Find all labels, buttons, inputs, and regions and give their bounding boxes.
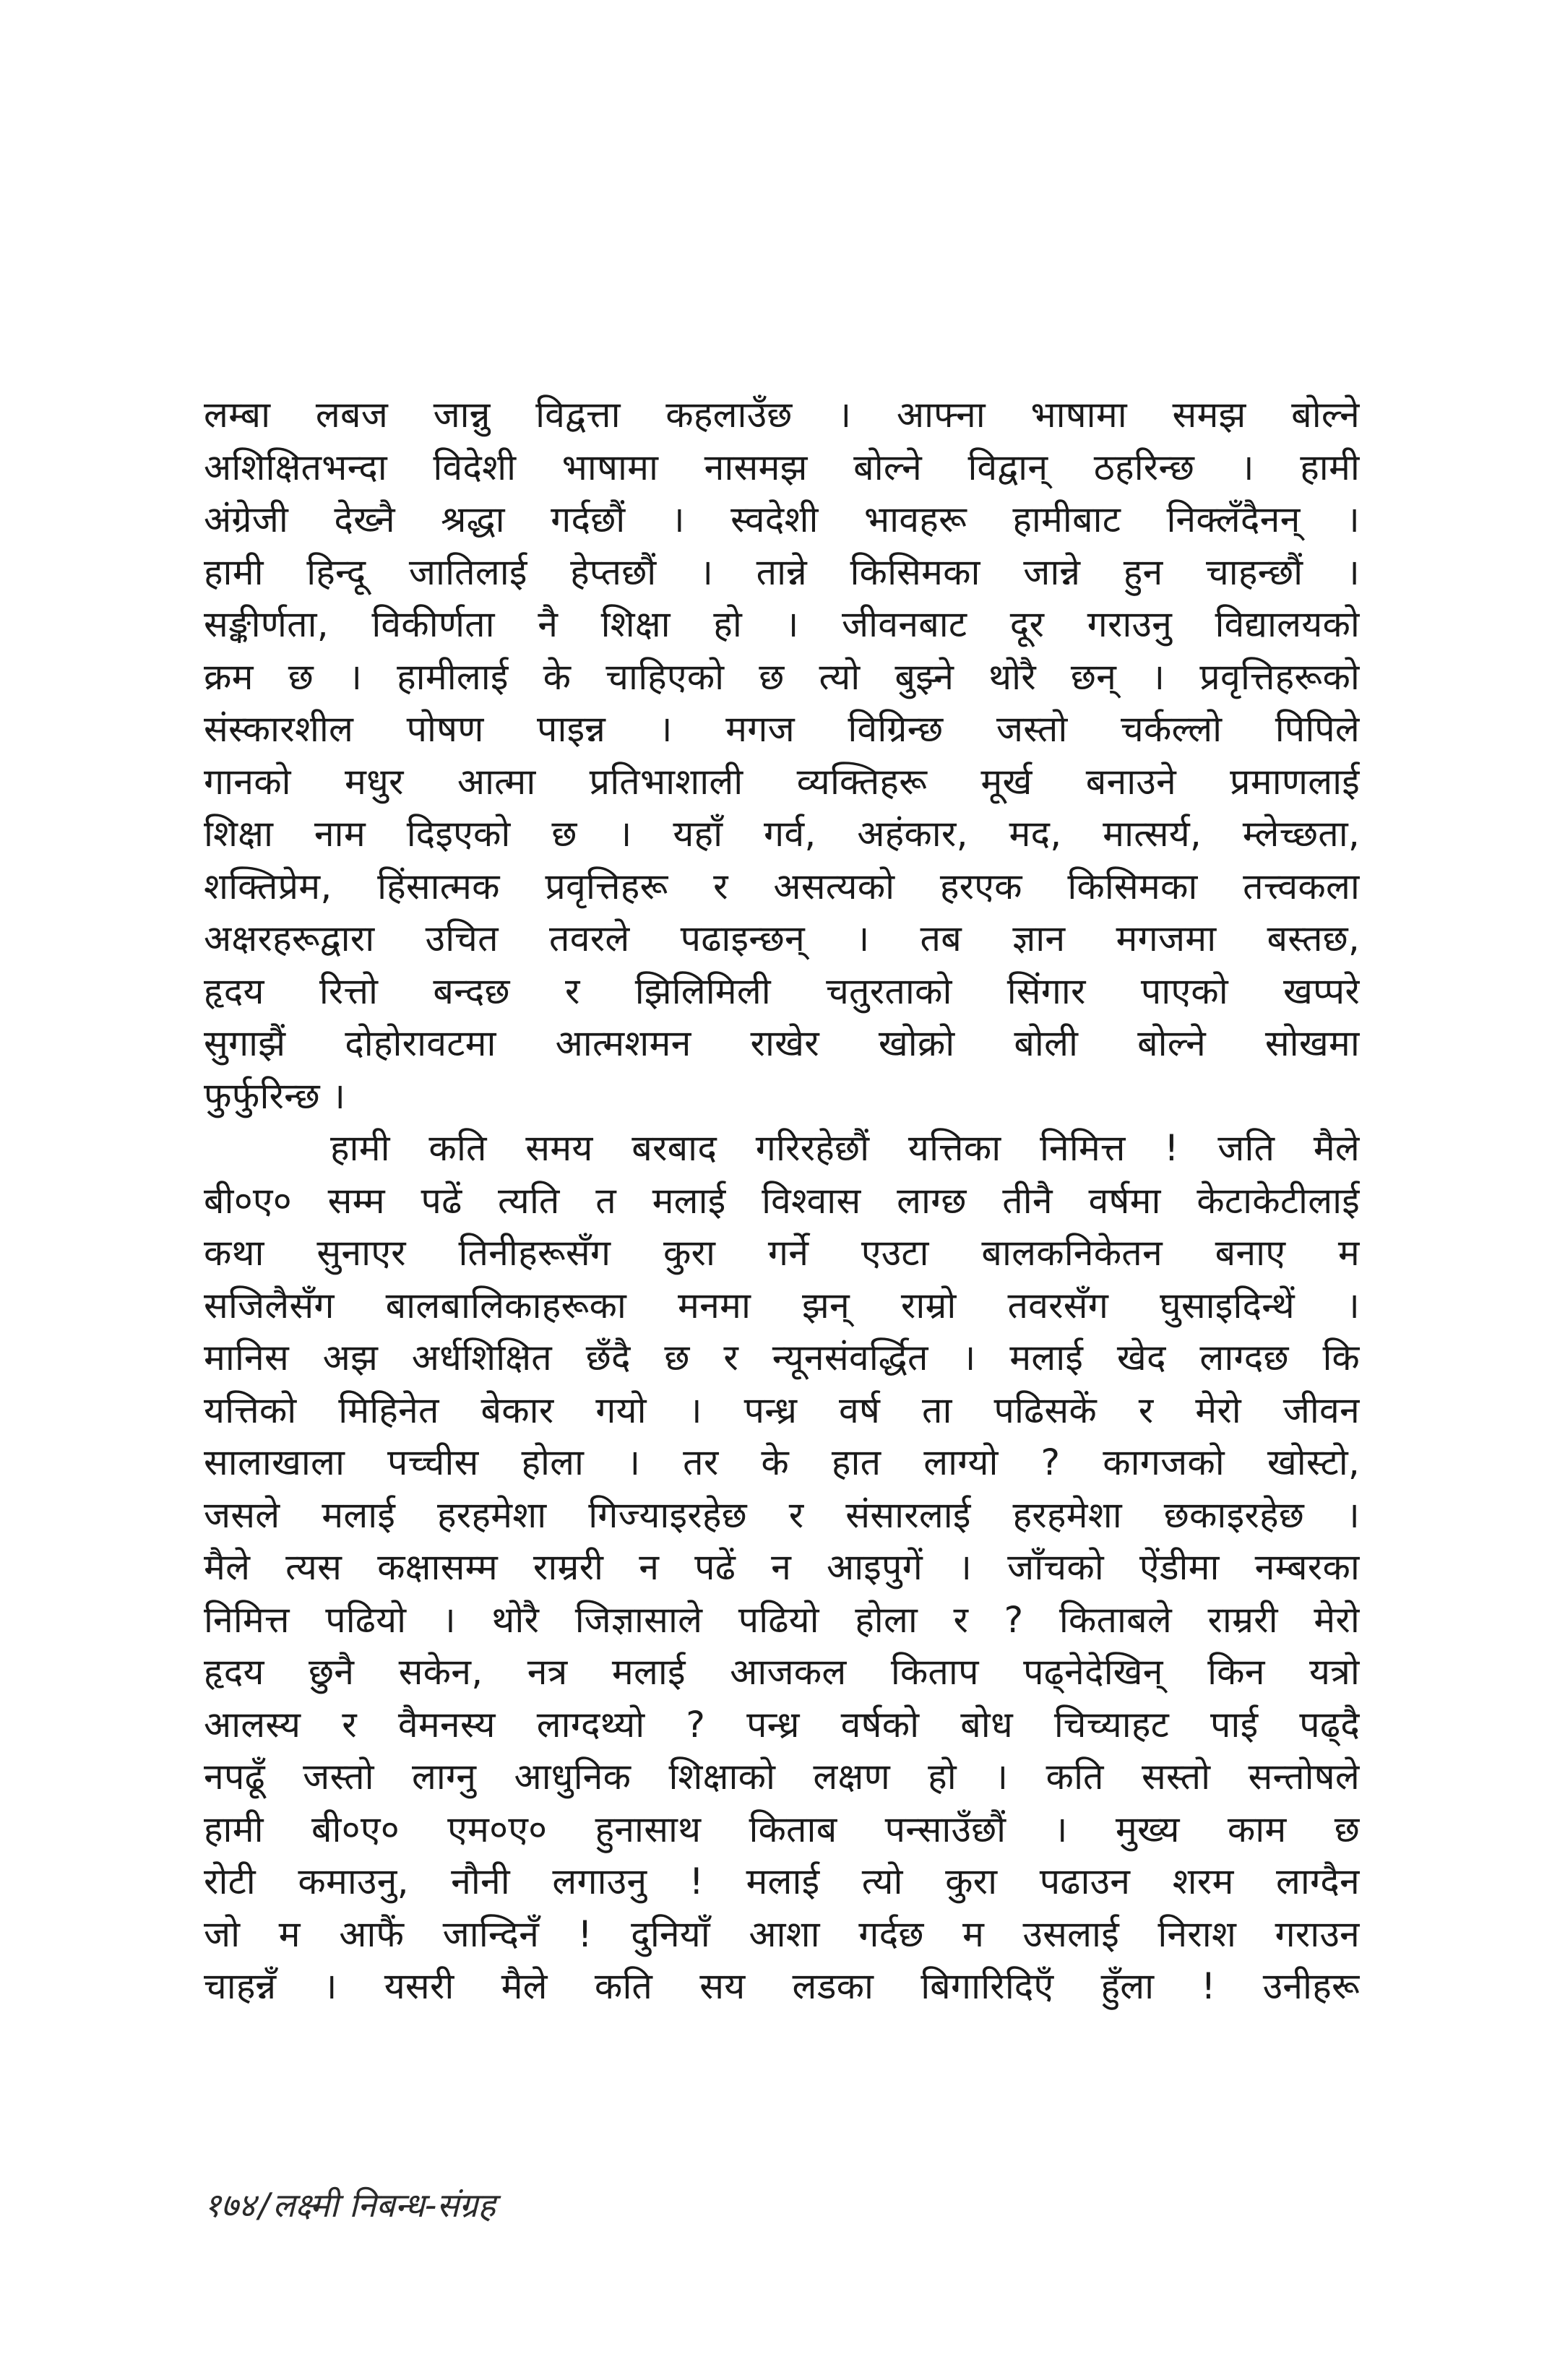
text-line: सालाखाला पच्चीस होला । तर के हात लाग्यो ? कागजको खोस्टो, [204,1441,1360,1483]
text-line: मैले त्यस कक्षासम्म राम्ररी न पढें न आइपुगें । जाँचको ऐंडीमा नम्बरका [204,1546,1360,1588]
text-line: नपढूँ जस्तो लाग्नु आधुनिक शिक्षाको लक्षण हो । कति सस्तो सन्तोषले [204,1756,1360,1798]
text-line: कथा सुनाएर तिनीहरूसँग कुरा गर्ने एउटा बालकनिकेतन बनाए म [204,1232,1360,1274]
text-line: शिक्षा नाम दिइएको छ । यहाँ गर्व, अहंकार, मद, मात्सर्य, म्लेच्छता, [204,813,1360,855]
text-line: हृदय रित्तो बन्दछ र झिलिमिली चतुरताको सिंगार पाएको खप्परे [204,970,1360,1012]
text-line: लम्बा लबज जान्नु विद्वत्ता कहलाउँछ । आफ्ना भाषामा समझ बोल्ने [204,394,1360,436]
text-line: हृदय छुनै सकेन, नत्र मलाई आजकल किताप पढ्नेदेखिन् किन यत्रो [204,1651,1360,1693]
text-line: अक्षरहरूद्वारा उचित तवरले पढाइन्छन् । तब ज्ञान मगजमा बस्तछ, [204,918,1360,960]
text-line: फुर्फुरिन्छ । [204,1074,346,1117]
text-line: रोटी कमाउनु, नौनी लगाउनु ! मलाई त्यो कुरा पढाउन शरम लाग्दैन [204,1861,1360,1902]
text-line: सुगाझैं दोहोरावटमा आत्मशमन राखेर खोक्रो बोली बोल्ने सोखमा [204,1022,1360,1064]
text-line: अशिक्षितभन्दा विदेशी भाषामा नासमझ बोल्ने विद्वान् ठहरिन्छ । हामी [204,446,1360,488]
text-line: बी०ए० सम्म पढें त्यति त मलाई विश्वास लाग्छ तीनै वर्षमा केटाकेटीलाई [204,1179,1360,1222]
footer-separator: / [258,2186,270,2225]
paragraph-2 [204,1122,1360,2013]
text-line: सजिलैसँग बालबालिकाहरूका मनमा झन् राम्रो तवरसँग घुसाइदिन्थें । [204,1284,1360,1327]
paragraph-1 [204,389,1360,1122]
text-line: चाहन्नँ । यसरी मैले कति सय लडका बिगारिदिएँ हुँला ! उनीहरू [204,1965,1360,2007]
text-line: गानको मधुर आत्मा प्रतिभाशाली व्यक्तिहरू मूर्ख बनाउने प्रमाणलाई [204,760,1360,803]
text-line: मानिस अझ अर्धशिक्षित छँदै छ र न्यूनसंवर्द्धित । मलाई खेद लाग्दछ कि [204,1337,1360,1379]
page-number: १७४ [204,2186,256,2225]
body-text [204,389,1360,2013]
text-line: निमित्त पढियो । थोरै जिज्ञासाले पढियो होला र ? किताबले राम्ररी मेरो [204,1598,1360,1641]
text-line: हामी बी०ए० एम०ए० हुनासाथ किताब पन्साउँछौं । मुख्य काम छ [204,1808,1360,1850]
text-line: अंग्रेजी देख्नै श्रद्धा गर्दछौं । स्वदेशी भावहरू हामीबाट निक्लँदैनन् । [204,499,1360,540]
text-line: हामी हिन्दू जातिलाई हेप्तछौं । तान्ने किसिमका जान्ने हुन चाहन्छौं । [204,551,1360,593]
text-line: जो म आफैं जान्दिनँ ! दुनियाँ आशा गर्दछ म उसलाई निराश गराउन [204,1913,1360,1955]
text-line: संस्कारशील पोषण पाइन्न । मगज विग्रिन्छ जस्तो चर्कल्लो पिपिले [204,708,1360,750]
book-title: लक्ष्मी निबन्ध-संग्रह [272,2186,496,2225]
text-line: शक्तिप्रेम, हिंसात्मक प्रवृत्तिहरू र असत्यको हरएक किसिमका तत्त्वकला [204,865,1360,907]
text-line: जसले मलाई हरहमेशा गिज्याइरहेछ र संसारलाई हरहमेशा छकाइरहेछ । [204,1493,1360,1536]
page-footer [204,2176,496,2234]
text-line: यत्तिको मिहिनेत बेकार गयो । पन्ध्र वर्ष ता पढिसकें र मेरो जीवन [204,1389,1360,1431]
text-line: हामी कति समय बरबाद गरिरहेछौं यत्तिका निमित्त ! जति मैले [330,1127,1360,1169]
text-line: आलस्य र वैमनस्य लाग्दथ्यो ? पन्ध्र वर्षको बोध चिच्याहट पाई पढ्दै [204,1703,1360,1746]
text-line: सङ्कीर्णता, विकीर्णता नै शिक्षा हो । जीवनबाट दूर गराउनु विद्यालयको [204,603,1360,645]
text-line: क्रम छ । हामीलाई के चाहिएको छ त्यो बुझ्ने थोरै छन् । प्रवृत्तिहरूको [204,655,1360,698]
